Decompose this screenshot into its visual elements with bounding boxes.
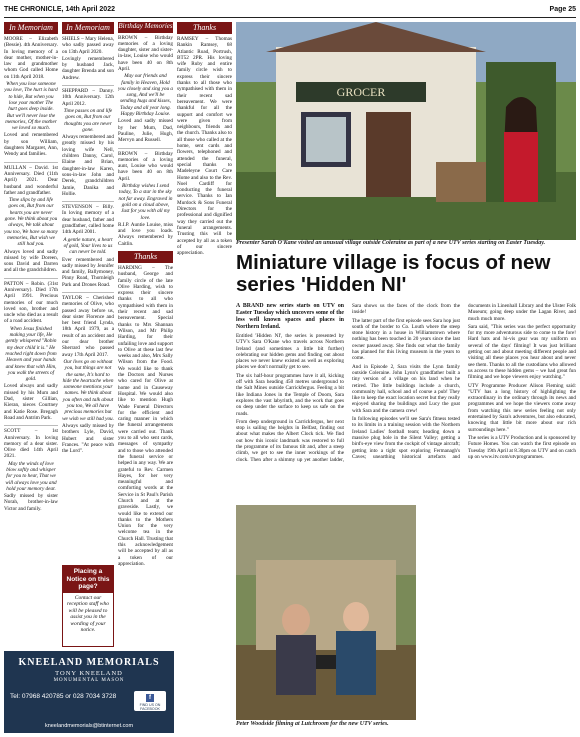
divider	[118, 148, 173, 149]
notice-text: SHEPPARD – Danny. 10th Anniversary. 12th April 2012.	[62, 88, 114, 107]
notice-sign: Always remembered and greatly missed by his loving wife Nell, children Danny, Carol, Elaine and Brian, daughter-in-law Karen, sons-in-law John and Derek, grandchildren Jamie, Danika and Hollie.	[62, 134, 114, 197]
divider	[4, 162, 58, 163]
notice-text: RAMSEY – Thomas Rankin Ramsey, 68 Atlantic Road, Portrush, BT52 2PR. His loving wife Ruby and entire family circle wish to express their sincere thanks to all those who sympathised with them in their recent sad bereavement. We were thankful for all the support and comfort we were given from neighbours, friends and the church. Thanks also to all those who called at the home, sent cards and flowers, telephoned and attended the funeral, special thanks to Madeleyne Court Care Home and also to the Rev. Noel Cardiff for conducting the funeral service. Thanks to Ian Murdock & Sons Funeral Directors for the professional and dignified way they carried out the funeral arrangements. Trusting this will be accepted by all as a token of our sincere appreciation.	[177, 36, 232, 257]
masthead	[4, 4, 576, 18]
placing-notice-box	[62, 565, 114, 647]
divider	[62, 292, 114, 293]
facebook-icon: f	[146, 694, 154, 702]
photo-presenter-village	[236, 22, 576, 240]
facebook-label: FIND US ON	[139, 703, 161, 707]
article-paragraph: UTV Programme Producer Alison Fleming said: "UTV has a long history of highlighting the extraordinary in the ordinary through its news and programmes and we hope the viewers come away from watching this new series feeling not only entertained by Sara's adventures, but also educated, knowing that little bit more about our rich surroundings here."	[468, 382, 576, 433]
article-lead: A BRAND new series starts on UTV on Easter Tuesday which uncovers some of the less well known spaces and places in Northern Ireland.	[236, 303, 344, 330]
notice-text: PATTON – Robin. (31st Anniversary). Died 17th April 1991. Precious memories of our much loved son, brother and uncle who died as a result of a road accident.	[4, 280, 58, 325]
notice-text: TAYLOR – Cherished memories of Olive, who passed away before us, dear sister Florence and her best friend Lynda, 18th April 1979, as a result of an accident and our dear brother Sherrard who passed away 17th April 2017.	[62, 294, 114, 358]
notice-sign: Always loved and sadly missed by wife Doreen, sons David and Darren and all the grandchildren.	[4, 248, 58, 274]
divider	[62, 201, 114, 202]
notice-poem: Time passes on and life goes on, But from our thoughts you are never gone.	[63, 107, 113, 133]
notice-sign: Loved always and sadly missed by his Mum and Dad, sister Gillian, Kieran, nieces Courtney and Katie Rose. Bregagh Road and Antrim Park.	[4, 383, 58, 421]
ad-email: kneelandmemorials@btinternet.com	[44, 723, 134, 729]
article-paragraph: Entitled 'Hidden NI', the series is presented by UTV's Sara O'Kane who travels across Northern Ireland (and sometimes a little bit further) celebrating our hidden gems and finding out about places we never knew existed as well as exploring places we don't normally get to see.	[236, 333, 344, 371]
notice-sign: Lovingly remembered by husband Jack, daughter Brenda and son Andrew.	[62, 55, 114, 81]
notice-poem: Time slips by and life goes on, But from our hearts you are never gone. We think about you always, We talk about you too, We have so many memories, But wish we still had you.	[4, 197, 58, 248]
notice-stevenson	[62, 204, 114, 288]
notice-sheppard	[62, 88, 114, 197]
article-paragraph: And in Episode 2, Sara visits the Lynn family outside Coleraine. John Lynn's grandfather built a tiny version of a village on his land when he retired. The little buildings include a church, community hall, school and of course a pub! They like to keep the exact location secret but they really enjoyed sharing the buildings and Lucy the goat with Sara and the camera crew!	[352, 363, 460, 414]
in-memoriam-column-1	[4, 22, 58, 648]
notice-harding	[118, 265, 173, 567]
article-body	[236, 303, 576, 503]
notice-sign: Always sadly missed by brothers Lyle, David, Hubert and sister Frances. "At peace with the Lord".	[62, 422, 114, 455]
divider	[4, 425, 58, 426]
notice-poem: A gentle nature, a heart of gold, Your lives to us can never be told.	[63, 236, 113, 256]
notice-text: MOORE – Elizabeth (Bessie). 4th Anniversary. In loving memory of a dear mother, mother-in-law and grandmother whom God called Home on 11th April 2018.	[4, 36, 58, 80]
notice-shiels	[62, 36, 114, 81]
notice-moore	[4, 36, 58, 158]
placing-notice-body: Contact our reception staff who will be pleased to assist you in the wording of your notice.	[67, 594, 109, 634]
notice-poem: When you lose someone you love, The hurt is hard to hide, But when you lose your mother The hurt goes deep inside. But we'll never lose the memories, Of the mother we loved so much.	[4, 81, 58, 132]
notice-text: SCOTT – 1st Anniversary. In loving memory of a dear sister. Olive died 14th April 2021.	[4, 428, 58, 460]
notice-sign: R.I.P. Auntie Louise, miss and love you loads. Always remembered by Caitlin.	[118, 221, 173, 247]
photo-illustration	[236, 505, 416, 720]
notice-text: BROWN – Birthday memories of a loving daughter, sister and sister-in-law, Louise who would have been 40 on 8th April.	[118, 34, 173, 72]
article-paragraph: The latter part of the first episode sees Sara hop just south of the border to Co. Louth where the steep stone history in a house in Williamstown where nothing has been touched in 20 years since the last owner passed away. She finds out what the family has planned for this living museum in the years to come.	[352, 317, 460, 362]
kneeland-memorials-ad	[4, 651, 174, 733]
ad-tagline: MONUMENTAL MASON	[53, 678, 125, 683]
article-paragraph: In following episodes we'll see Sara's fitness tested to its limits in a training session with the Northern Ireland Ladies' football team; heading down a massive plug hole in the Silent Valley; getting a bird's-eye view from the cockpit of vintage aircraft; getting into a tight spot exploring Fermanagh's Caves; unearthing historical artefacts and documents in Linenhall Library and the Ulster Folk Museum; going deep under the Lagan River, and much much more.	[352, 303, 576, 460]
facebook-badge	[134, 691, 166, 711]
paper-title: THE CHRONICLE, 14th April 2022	[4, 6, 115, 13]
notice-poem: Birthday wishes I send today, To a star in the sky not far away. Engraved in gold on a cloud above, Just for you with all my love.	[118, 183, 173, 221]
ad-business-name: KNEELAND MEMORIALS	[18, 657, 160, 668]
notice-brown-1	[118, 35, 173, 144]
ad-person-name: TONY KNEELAND	[55, 670, 123, 677]
notice-sign: Loved and remembered by son William, daughters Margaret, Ann, Wendy and families.	[4, 132, 58, 158]
article-paragraph: Sara said, "This series was the perfect opportunity for my more adventurous side to come to the fore! Hard hats and hi-vis gear was my uniform on several of the days' filming! It was just brilliant getting out and about meeting different people and visiting all these places you hear about and never see them. Thanks to all the custodians who allowed us access to these hidden gems – we had great fun filming and we hope viewers enjoy watching."	[468, 323, 576, 381]
divider	[62, 85, 114, 86]
thanks-column	[177, 22, 232, 342]
article-paragraph: From deep underground in Carrickfergus, her next stop is sailing the heights in Belfast, finding out about what makes the Albert Clock tick. We find out how this iconic landmark was restored to full the programme of its famous tilt and, after a steep climb, we get to see the inner workings of the clock. Then after a shimmy up yet another ladder, Sara shows us the faces of the clock from the inside!	[236, 303, 460, 463]
notice-mullan	[4, 165, 58, 274]
notice-text: STEVENSON – Billy. In loving memory of a dear husband, father and grandfather, called home 14th April 2001.	[62, 204, 114, 236]
notice-poem: May the winds of love blow softly and whisper for you to hear, That we will always love you and hold your memory dear.	[5, 460, 57, 492]
notice-sign: Sadly missed by sister Norah, brother-in-law Victor and family.	[4, 493, 58, 512]
notice-brown-2	[118, 151, 173, 247]
birthday-thanks-column	[118, 22, 173, 648]
notice-poem: Our lives go on without you, but things are not the same, It's hard to hide the heartache when someone mentions your names. We think about you often and talk about you too, We all have precious memories but we wish we still had you.	[62, 358, 114, 422]
article-paragraph: The series is a UTV Production and is sponsored by Future Homes. You can watch the first episode on Tuesday 19th April at 8.30pm on UTV and on catch up on www.itv.com/utvprogrammes.	[468, 434, 576, 460]
page-number: Page 25	[549, 6, 576, 13]
notice-ramsey	[177, 36, 232, 256]
notice-sign: Ever remembered and sadly missed by Jennifer and family, Ballymoney, Pinny Road, Thornleigh Park and Drones Road.	[62, 256, 114, 288]
notice-text: HARDING – The husband, George and family circle of the late Olive Harding, wish to express their sincere thanks to all who sympathised with them in their recent and sad bereavement. Special thanks to Mrs Shannan Wilson, and Mr Philip Harding, for their unfailing love and support to Olive at these last few weeks and also, Mrs Sally Wilson from the Food. We would like to thank the Doctors and Nurses who cared for Olive at home and in Causeway Hospital. We would also like to mention Hugh Wade Funeral Directors for the efficient and caring manner in which the funeral arrangements were carried out. Thank you to all who sent cards, messages of sympathy and to those who attended the funeral service or helped in any way. We are grateful to Rev. Carmen Hayes, for her very meaningful and comforting words at the Service in St Paul's Parish Church and at the graveside. Lastly, we would like to extend our thanks to the Mothers Union for the very welcome tea in the Church Hall. Trusting that this acknowledgement will be accepted by all as a token of our appreciation.	[118, 265, 173, 567]
section-heading-in-memoriam: In Memoriam	[62, 22, 114, 34]
photo-filming	[236, 505, 416, 720]
notice-scott	[4, 428, 58, 512]
divider	[4, 278, 58, 279]
photo-caption-top: Presenter Sarah O'Kane visited an unusual village outside Coleraine as part of a new UTV series starting on Easter Tuesday.	[236, 240, 546, 246]
section-heading-thanks: Thanks	[118, 251, 173, 263]
article-headline: Miniature village is focus of new series 'Hidden NI'	[236, 251, 551, 296]
facebook-label-2: FACEBOOK	[140, 707, 160, 711]
notice-poem: May our friends and family in Heaven, Hold you closely and sing you a song, And we'll be sending hugs and kisses, Today and all year long. Happy Birthday Louise.	[118, 73, 173, 118]
section-heading-birthday-memories: Birthday Memories	[118, 22, 173, 33]
notice-text: SHIELS – Mary Helena, who sadly passed away on 13th April 2020.	[62, 36, 114, 55]
notice-sign: Loved and sadly missed by her Mum, Dad, Pauline, Julie, Hugh, Mervyn and Russell.	[118, 118, 173, 144]
notice-poem: When Jesus finished making your life, He gently whispered "Robin my dear child it is." He reached right down from Heaven and your hands and knew that with Him, you walk the streets of gold.	[5, 325, 57, 383]
photo-grocer-sign: GROCER	[336, 85, 386, 99]
placing-notice-title: Placing a Notice on this page?	[63, 566, 113, 593]
photo-illustration	[236, 22, 576, 240]
section-heading-in-memoriam: In Memoriam	[4, 22, 58, 34]
photo-caption-bottom: Peter Woodside filming at Lutchroom for the new UTV series.	[236, 721, 389, 727]
notice-text: BROWN – Birthday memories of a loving aunt, Louise who would have been 40 on 8th April.	[118, 150, 173, 182]
section-heading-thanks: Thanks	[177, 22, 232, 34]
notice-patton	[4, 281, 58, 422]
notice-text: MULLAN – David. 1st Anniversary. Died (11th April) 2021. Dear husband and wonderful father and grandfather.	[4, 164, 58, 196]
article-paragraph: The six half-hour programmes have it all, kicking off with Sara heading 450 metres underground to the Salt Mines outside Carrickfergus. Feeling a bit like Indiana Jones in the Temple of Doom, Sara explores the vast labyrinth, and the work that goes on deep under the surface to keep us safe on the roads.	[236, 372, 344, 417]
in-memoriam-column-2	[62, 22, 114, 562]
notice-taylor	[62, 295, 114, 454]
ad-telephone: Tel: 07968 420785 or 028 7034 3728	[10, 693, 117, 700]
